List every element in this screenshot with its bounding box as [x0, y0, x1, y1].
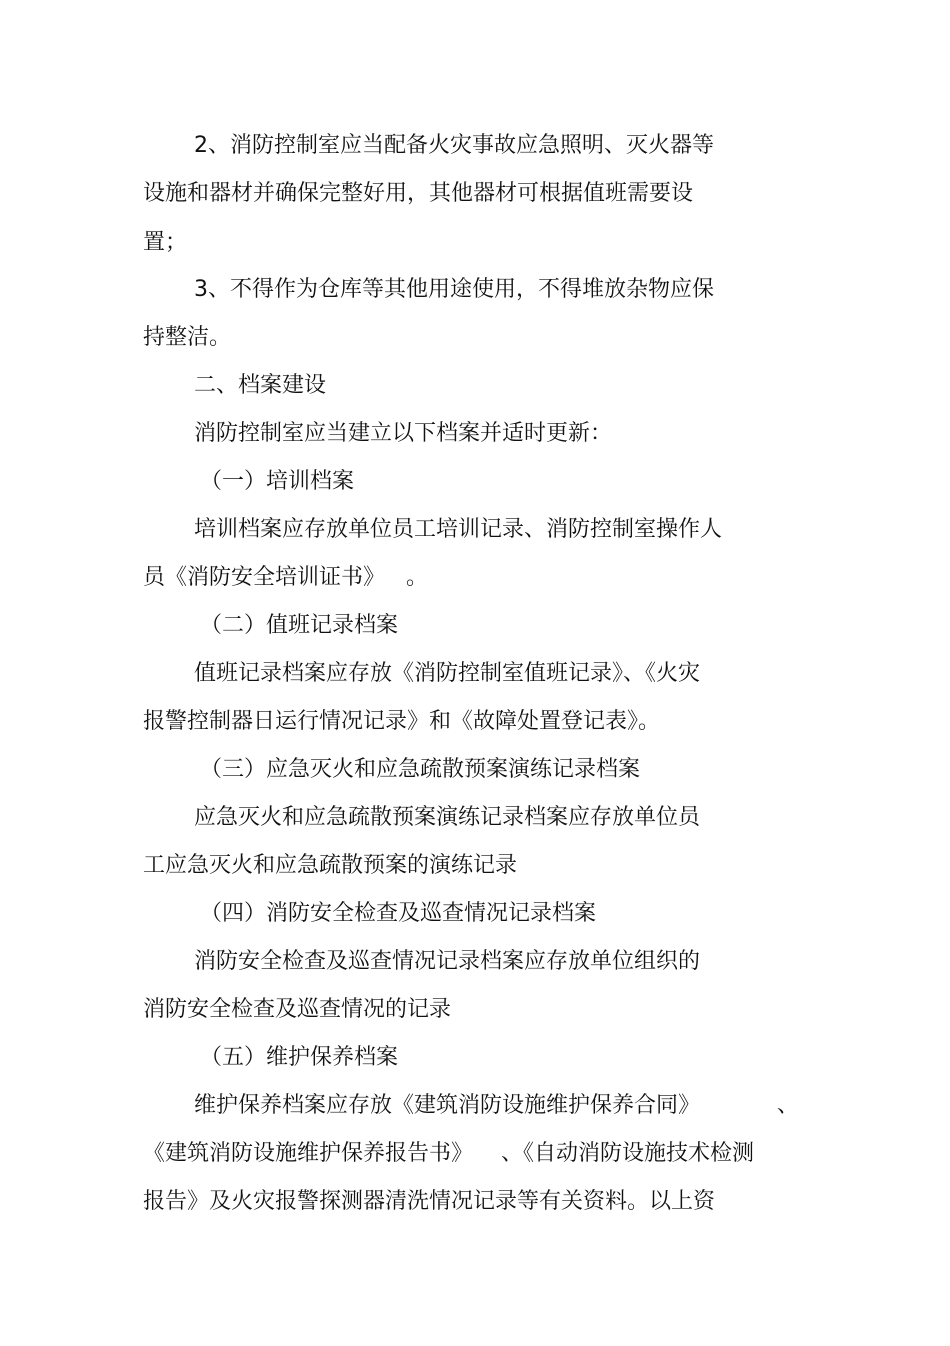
paragraph-line: 2、消防控制室应当配备火灾事故应急照明、灭火器等: [194, 133, 714, 158]
paragraph-line: 员《消防安全培训证书》 。: [143, 565, 428, 590]
subsection-heading: （四）消防安全检查及巡查情况记录档案: [200, 901, 597, 926]
paragraph-line: 维护保养档案应存放《建筑消防设施维护保养合同》 、: [194, 1093, 799, 1118]
paragraph-line: 置；: [143, 230, 188, 255]
subsection-heading: （三）应急灭火和应急疏散预案演练记录档案: [200, 757, 641, 782]
paragraph-line: 3、不得作为仓库等其他用途使用，不得堆放杂物应保: [194, 277, 714, 302]
section-heading: 二、档案建设: [194, 373, 327, 398]
paragraph-line: 消防安全检查及巡查情况的记录: [143, 997, 452, 1022]
subsection-heading: （二）值班记录档案: [200, 613, 399, 638]
paragraph-line: 值班记录档案应存放《消防控制室值班记录》、《火灾: [194, 661, 701, 686]
paragraph-line: 《建筑消防设施维护保养报告书》 、《自动消防设施技术检测: [143, 1141, 754, 1166]
subsection-heading: （一）培训档案: [200, 469, 355, 494]
paragraph-line: 报告》及火灾报警探测器清洗情况记录等有关资料。以上资: [143, 1189, 716, 1214]
paragraph-line: 培训档案应存放单位员工培训记录、消防控制室操作人: [194, 517, 723, 542]
paragraph-line: 应急灭火和应急疏散预案演练记录档案应存放单位员: [194, 805, 701, 830]
paragraph-line: 消防控制室应当建立以下档案并适时更新：: [194, 421, 613, 446]
paragraph-line: 工应急灭火和应急疏散预案的演练记录: [143, 853, 518, 878]
paragraph-line: 持整洁。: [143, 325, 232, 350]
paragraph-line: 报警控制器日运行情况记录》和《故障处置登记表》。: [143, 709, 661, 734]
paragraph-line: 消防安全检查及巡查情况记录档案应存放单位组织的: [194, 949, 701, 974]
paragraph-line: 设施和器材并确保完整好用，其他器材可根据值班需要设: [143, 181, 694, 206]
subsection-heading: （五）维护保养档案: [200, 1045, 399, 1070]
